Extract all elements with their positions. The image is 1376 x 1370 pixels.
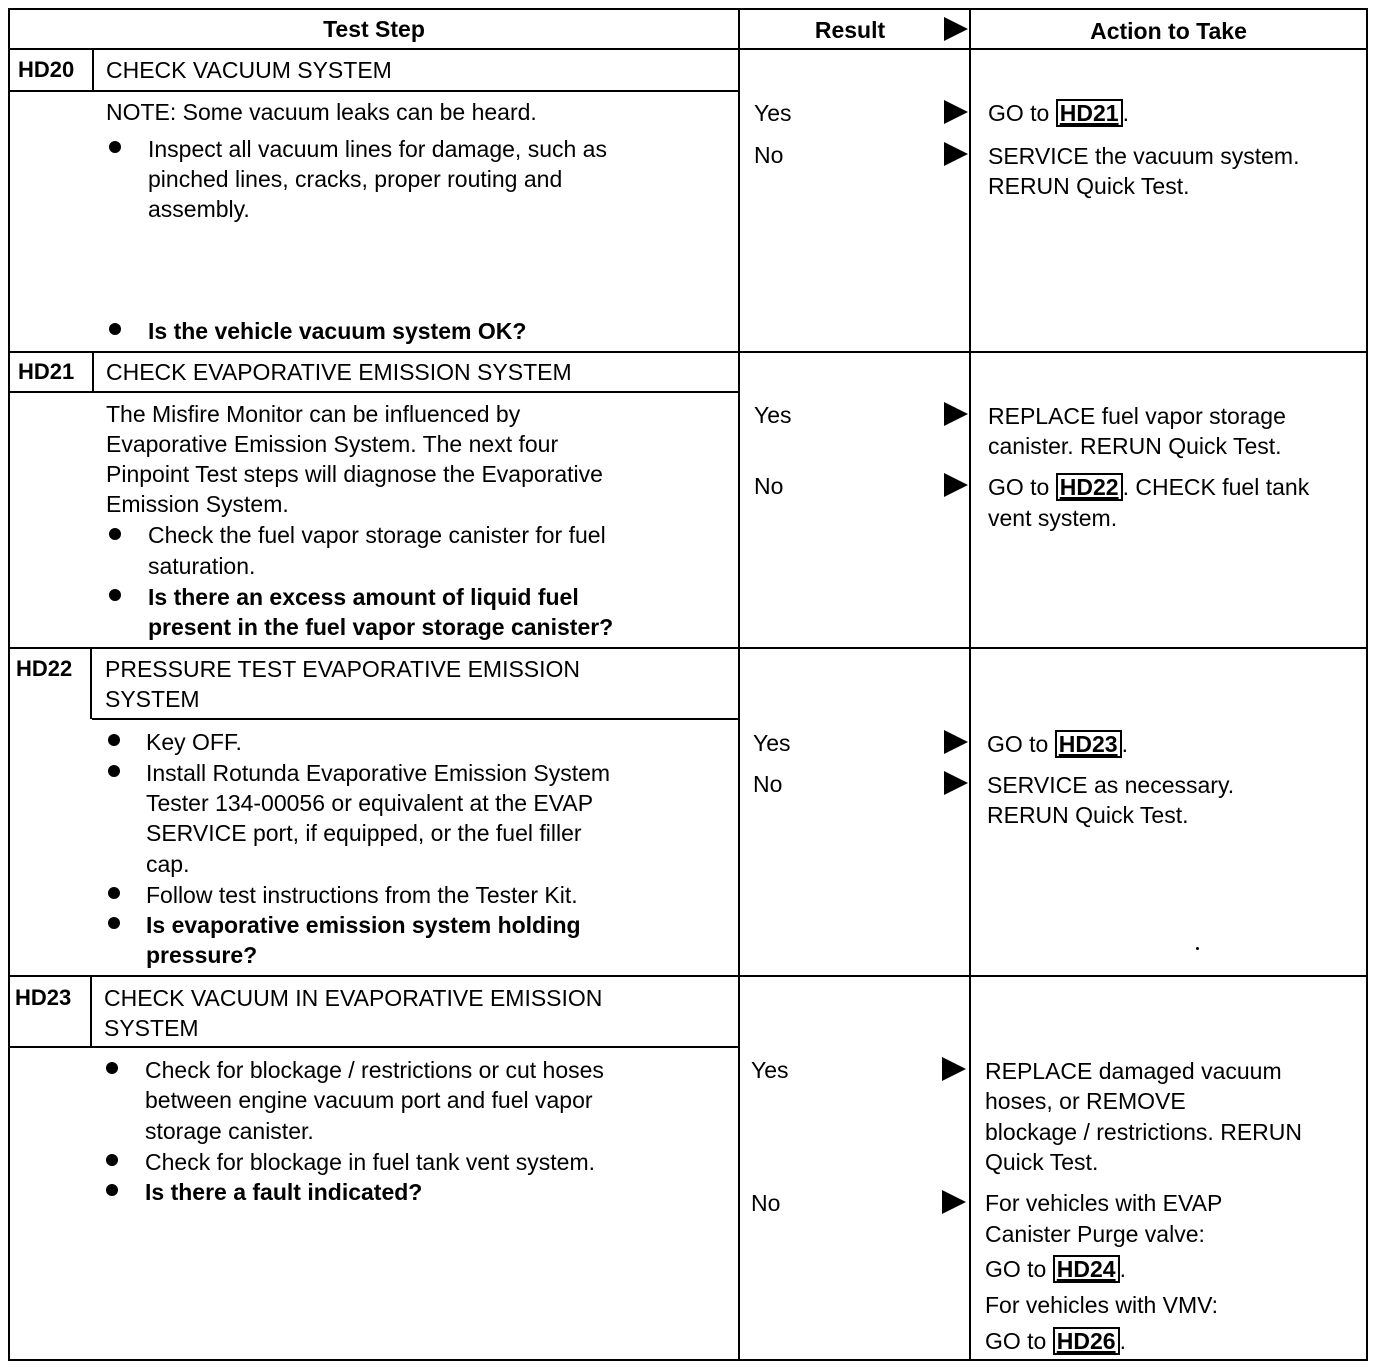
step-note-hd20: NOTE: Some vacuum leaks can be heard.	[106, 99, 537, 125]
frame-left	[8, 8, 10, 1361]
bullet-text: SERVICE port, if equipped, or the fuel filler	[146, 820, 582, 846]
title-line-hd20	[8, 90, 739, 92]
bullet-icon	[106, 1062, 118, 1074]
action-text: GO to	[985, 1328, 1053, 1354]
bullet-text: saturation.	[148, 553, 256, 579]
arrow-icon	[942, 1190, 966, 1214]
action-text: hoses, or REMOVE	[985, 1088, 1186, 1114]
frame-bottom	[8, 1359, 1368, 1361]
bullet-text: Install Rotunda Evaporative Emission System	[146, 760, 611, 786]
step-title-hd23: CHECK VACUUM IN EVAPORATIVE EMISSION	[104, 985, 603, 1011]
step-reference-link[interactable]: HD23	[1055, 730, 1122, 758]
action-text: SERVICE the vacuum system.	[988, 143, 1300, 169]
step-reference-link[interactable]: HD22	[1056, 473, 1123, 501]
bullet-icon	[109, 323, 121, 335]
bullet-text: Check the fuel vapor storage canister for fuel	[148, 522, 606, 548]
title-line-hd21	[8, 391, 739, 393]
scan-speck	[1196, 947, 1199, 950]
bullet-question: pressure?	[146, 942, 258, 968]
bullet-icon	[108, 917, 120, 929]
action-goto-hd23	[987, 729, 1128, 760]
col-divider-result	[738, 8, 740, 1361]
bullet-icon	[106, 1154, 118, 1166]
bullet-icon	[106, 1184, 118, 1196]
action-text: blockage / restrictions. RERUN	[985, 1119, 1302, 1145]
bullet-text: pinched lines, cracks, proper routing and	[148, 166, 563, 192]
bullet-text: Key OFF.	[146, 729, 242, 755]
action-text: GO to	[987, 731, 1055, 757]
bullet-question: Is the vehicle vacuum system OK?	[148, 318, 527, 344]
result-no: No	[751, 1190, 781, 1216]
header-arrow-icon	[944, 17, 968, 41]
action-text: For vehicles with EVAP	[985, 1190, 1223, 1216]
result-yes: Yes	[754, 100, 792, 126]
bullet-text: Check for blockage in fuel tank vent system.	[145, 1149, 595, 1175]
bullet-icon	[108, 887, 120, 899]
action-text: Quick Test.	[985, 1149, 1099, 1175]
result-no: No	[753, 771, 783, 797]
action-text: vent system.	[988, 505, 1118, 531]
bullet-text: storage canister.	[145, 1118, 314, 1144]
step-intro: Emission System.	[106, 491, 289, 517]
bullet-text: cap.	[146, 851, 190, 877]
frame-top	[8, 8, 1368, 10]
step-id-hd21: HD21	[18, 359, 75, 384]
step-title-hd21: CHECK EVAPORATIVE EMISSION SYSTEM	[106, 359, 572, 385]
id-divider-hd22	[90, 649, 92, 719]
step-intro: Evaporative Emission System. The next four	[106, 431, 559, 457]
action-text: RERUN Quick Test.	[987, 802, 1189, 828]
bullet-icon	[109, 141, 121, 153]
step-reference-link[interactable]: HD21	[1056, 99, 1123, 127]
result-no: No	[754, 142, 784, 168]
step-intro: Pinpoint Test steps will diagnose the Evaporative	[106, 461, 603, 487]
bullet-icon	[109, 528, 121, 540]
step-title-hd20: CHECK VACUUM SYSTEM	[106, 57, 392, 83]
row-divider-hd23	[8, 975, 1368, 977]
step-reference-link[interactable]: HD26	[1053, 1327, 1120, 1355]
step-intro: The Misfire Monitor can be influenced by	[106, 401, 521, 427]
bullet-icon	[108, 765, 120, 777]
arrow-icon	[944, 730, 968, 754]
id-divider-hd20	[92, 50, 94, 91]
action-text: .	[1119, 1328, 1126, 1354]
header-test-step: Test Step	[323, 16, 425, 42]
step-reference-link[interactable]: HD24	[1053, 1255, 1120, 1283]
bullet-question: present in the fuel vapor storage canister?	[148, 614, 614, 640]
action-text: .	[1121, 731, 1128, 757]
action-text: SERVICE as necessary.	[987, 772, 1235, 798]
header-action: Action to Take	[1090, 18, 1247, 44]
action-goto-hd22	[988, 472, 1309, 503]
row-divider-hd21	[8, 351, 1368, 353]
header-divider	[8, 48, 1368, 50]
frame-right	[1366, 8, 1368, 1361]
action-text: REPLACE damaged vacuum	[985, 1058, 1282, 1084]
action-text: . CHECK fuel tank	[1122, 474, 1310, 500]
action-text: .	[1122, 100, 1129, 126]
arrow-icon	[944, 100, 968, 124]
bullet-text: Check for blockage / restrictions or cut hoses	[145, 1057, 604, 1083]
result-yes: Yes	[753, 730, 791, 756]
col-divider-action	[969, 8, 971, 1361]
title-line-hd22	[92, 718, 739, 720]
action-goto-hd24	[985, 1254, 1126, 1285]
action-goto-hd26	[985, 1326, 1126, 1357]
step-id-hd23: HD23	[15, 985, 72, 1010]
bullet-text: Inspect all vacuum lines for damage, such as	[148, 136, 607, 162]
bullet-question: Is there a fault indicated?	[145, 1179, 423, 1205]
row-divider-hd22	[8, 647, 1368, 649]
bullet-text: Tester 134-00056 or equivalent at the EVAP	[146, 790, 594, 816]
arrow-icon	[944, 473, 968, 497]
bullet-text: Follow test instructions from the Tester Kit.	[146, 882, 578, 908]
action-text: GO to	[985, 1256, 1053, 1282]
action-goto-hd21	[988, 98, 1129, 129]
result-no: No	[754, 473, 784, 499]
action-text: For vehicles with VMV:	[985, 1292, 1219, 1318]
step-title-hd23: SYSTEM	[104, 1015, 199, 1041]
id-divider-hd21	[92, 353, 94, 392]
arrow-icon	[944, 142, 968, 166]
bullet-text: assembly.	[148, 196, 250, 222]
arrow-icon	[944, 402, 968, 426]
bullet-question: Is evaporative emission system holding	[146, 912, 581, 938]
bullet-icon	[108, 734, 120, 746]
bullet-question: Is there an excess amount of liquid fuel	[148, 584, 579, 610]
bullet-text: between engine vacuum port and fuel vapor	[145, 1087, 593, 1113]
step-title-hd22: PRESSURE TEST EVAPORATIVE EMISSION	[105, 656, 581, 682]
action-text: GO to	[988, 474, 1056, 500]
step-title-hd22: SYSTEM	[105, 686, 200, 712]
id-divider-hd23	[90, 977, 92, 1047]
header-result: Result	[814, 17, 886, 43]
action-text: Canister Purge valve:	[985, 1221, 1205, 1247]
action-text: .	[1119, 1256, 1126, 1282]
result-yes: Yes	[751, 1057, 789, 1083]
action-text: RERUN Quick Test.	[988, 173, 1190, 199]
step-id-hd22: HD22	[16, 656, 73, 681]
arrow-icon	[942, 1057, 966, 1081]
step-id-hd20: HD20	[18, 57, 75, 82]
action-text: REPLACE fuel vapor storage	[988, 403, 1286, 429]
action-text: GO to	[988, 100, 1056, 126]
action-text: canister. RERUN Quick Test.	[988, 433, 1282, 459]
arrow-icon	[944, 771, 968, 795]
title-line-hd23	[8, 1046, 739, 1048]
bullet-icon	[109, 589, 121, 601]
result-yes: Yes	[754, 402, 792, 428]
